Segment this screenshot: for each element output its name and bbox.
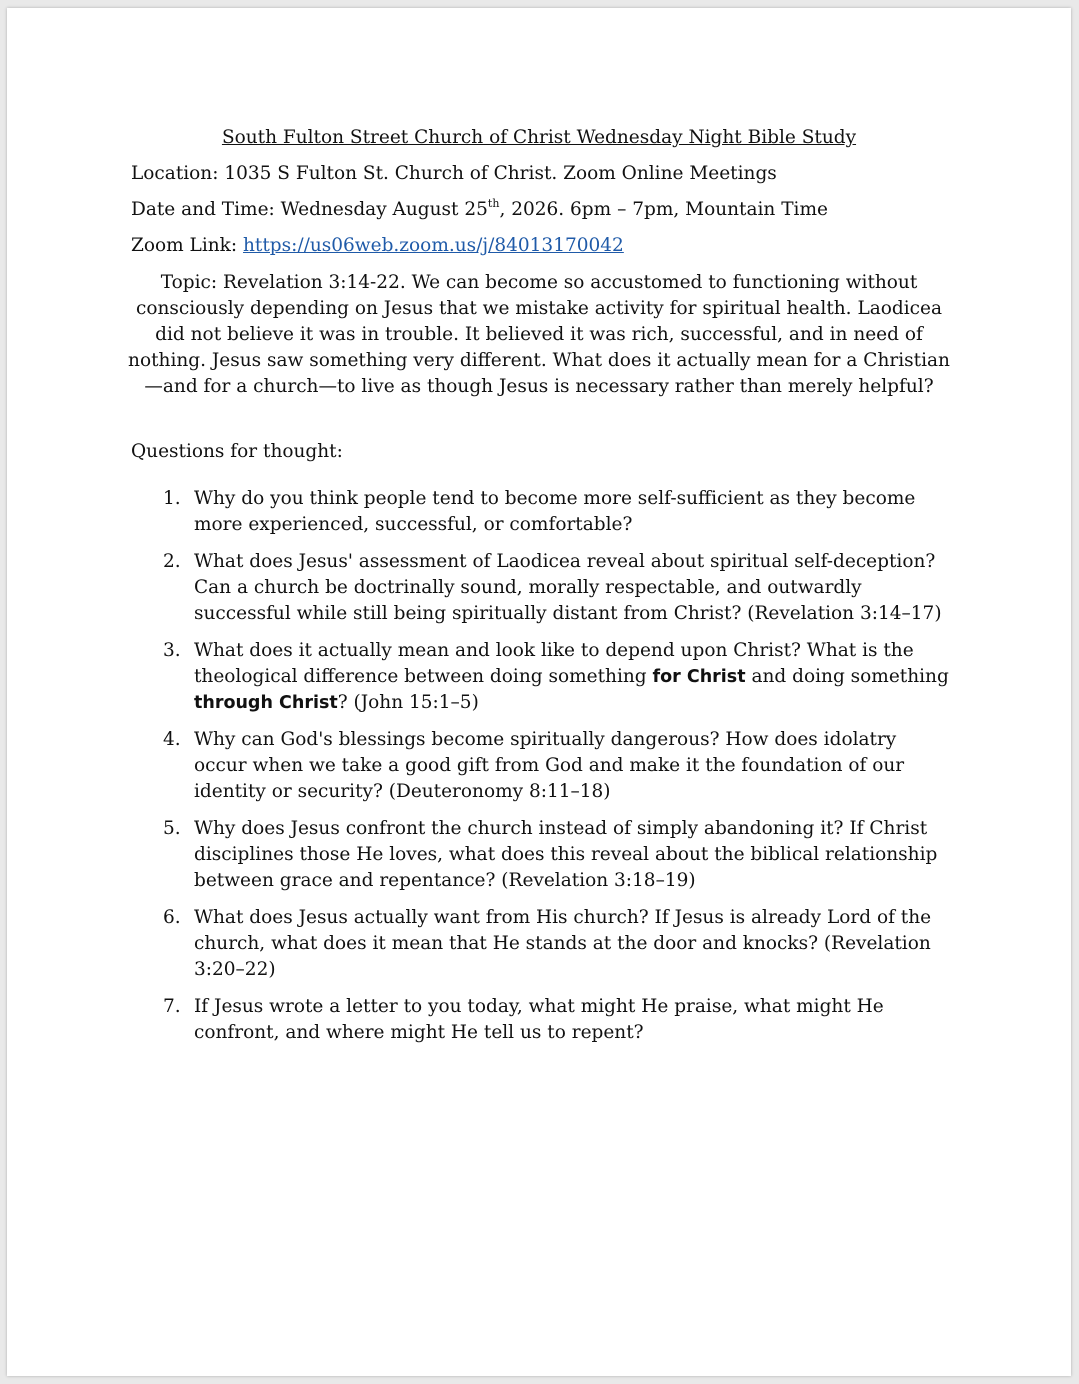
question-item: [131, 727, 951, 805]
question-text: What does Jesus actually want from His church? If Jesus is already Lord of the church, what does it mean that He stands at the door and knocks? (Revelation 3:20–22): [194, 907, 932, 980]
question-item: [131, 905, 951, 983]
topic-paragraph: Topic: Revelation 3:14-22. We can become so accustomed to functioning without consciously depending on Jesus that we mistake activity for spiritual health. Laodicea did not believe it was in trouble. It believed it was rich, successful, and in need of nothing. Jesus saw something very different. What does it actually mean for a Christian—and for a church—to live as though Jesus is necessary rather than merely helpful?: [128, 272, 950, 397]
date-ordinal-suffix: th: [487, 196, 500, 210]
date-time-line: [131, 197, 828, 223]
bold-phrase-through-christ: through Christ: [194, 693, 338, 713]
question-number: 6.: [163, 907, 181, 928]
date-rest: , 2026. 6pm – 7pm, Mountain Time: [499, 199, 828, 220]
question-item: [131, 486, 951, 538]
location-line: [131, 161, 777, 187]
zoom-link-line: [131, 233, 624, 259]
question-number: 1.: [163, 488, 181, 509]
question-text: If Jesus wrote a letter to you today, what might He praise, what might He confront, and where might He tell us to repent?: [194, 996, 884, 1043]
date-label: Date and Time:: [131, 199, 275, 220]
question-text-part: ? (John 15:1–5): [337, 692, 479, 713]
bold-phrase-for-christ: for Christ: [652, 667, 746, 687]
question-text: What does Jesus' assessment of Laodicea reveal about spiritual self-deception? Can a church be doctrinally sound, morally respectable, and outwardly successful while still being spiritually distant from Christ? (Revelation 3:14–17): [194, 551, 942, 624]
question-item: [131, 994, 951, 1046]
document-page: [7, 8, 1071, 1376]
questions-header: Questions for thought:: [131, 441, 343, 462]
question-text-part: and doing something: [745, 666, 949, 687]
question-number: 7.: [163, 996, 181, 1017]
document-title: South Fulton Street Church of Christ Wednesday Night Bible Study: [221, 127, 857, 148]
question-text: Why do you think people tend to become more self-sufficient as they become more experienced, successful, or comfortable?: [194, 488, 916, 535]
question-text: Why does Jesus confront the church instead of simply abandoning it? If Christ disciplines those He loves, what does this reveal about the biblical relationship between grace and repentance? (Revelation 3:18–19): [194, 818, 938, 891]
question-number: 4.: [163, 729, 181, 750]
questions-list: [131, 486, 951, 1057]
location-label: Location:: [131, 163, 219, 184]
question-text-part: What does it actually mean and look like to depend upon Christ? What is the theological difference between doing something: [194, 640, 914, 687]
question-item: [131, 549, 951, 627]
location-value: 1035 S Fulton St. Church of Christ. Zoom Online Meetings: [224, 163, 777, 184]
question-number: 2.: [163, 551, 181, 572]
question-item: [131, 816, 951, 894]
question-text: Why can God's blessings become spiritually dangerous? How does idolatry occur when we take a good gift from God and make it the foundation of our identity or security? (Deuteronomy 8:11–18): [194, 729, 905, 802]
question-number: 3.: [163, 640, 181, 661]
zoom-link[interactable]: https://us06web.zoom.us/j/84013170042: [243, 235, 624, 256]
zoom-label: Zoom Link:: [131, 235, 238, 256]
date-prefix: Wednesday August 25: [280, 199, 488, 220]
question-number: 5.: [163, 818, 181, 839]
question-item: [131, 638, 951, 716]
